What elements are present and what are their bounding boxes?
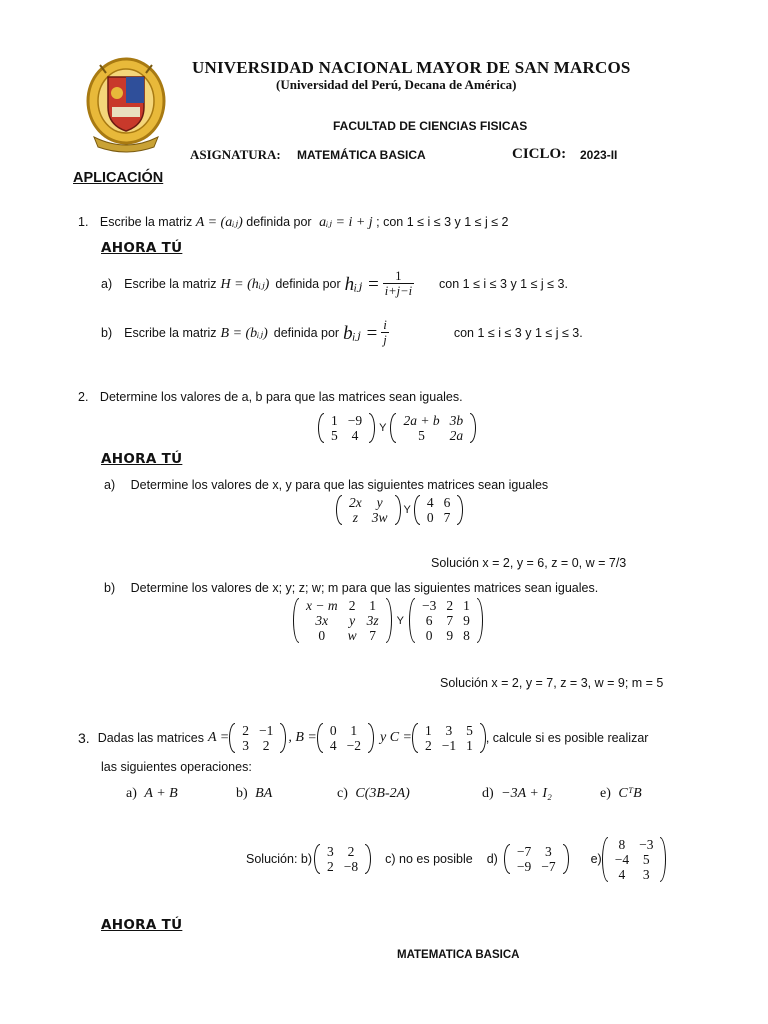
matrix-cell: 5 — [331, 428, 338, 443]
item-label: b) — [104, 581, 116, 595]
matrix-cell: 1 — [369, 598, 376, 613]
problem-2 — [78, 390, 463, 404]
problem-2a — [104, 478, 548, 492]
operation-b: b) BA — [236, 786, 273, 801]
problem-1b — [101, 314, 583, 352]
matrix-row — [417, 628, 475, 643]
cycle-label: CICLO: — [512, 146, 567, 162]
matrix-cell: 2 — [262, 738, 270, 753]
solution-label: d) — [486, 852, 498, 866]
cycle-value: 2023-II — [580, 148, 618, 162]
problem-text: Determine los valores de a, b para que las matrices sean iguales. — [99, 390, 463, 404]
problem-text: definida por — [246, 215, 312, 229]
matrix-cell: 0 — [329, 723, 337, 738]
operation-e: e) CᵀB — [600, 786, 642, 801]
matrix-c — [412, 723, 486, 753]
matrix-cell: 0 — [426, 510, 434, 525]
matrix-row — [610, 837, 659, 852]
matrix-cell: 2a + b — [403, 413, 440, 428]
matrix-cell: 1 — [350, 723, 358, 738]
problem-1a — [101, 266, 568, 302]
matrix-cell: 0 — [425, 628, 433, 643]
matrix-cell: 7 — [443, 510, 451, 525]
matrix-cell: 9 — [446, 628, 454, 643]
matrix-cell: 2a — [449, 428, 464, 443]
matrix-cell: 5 — [642, 851, 650, 867]
matrix-cell: 9 — [463, 613, 470, 628]
solution-d-matrix — [504, 844, 569, 874]
matrix-cell: 2 — [348, 598, 356, 613]
formula-lhs: bᵢⱼ = — [343, 322, 379, 344]
university-subtitle: (Universidad del Perú, Decana de América) — [276, 77, 517, 92]
numerator: 1 — [395, 269, 402, 283]
problem-text: , calcule si es posible realizar — [485, 731, 649, 745]
matrix-cell: w — [347, 628, 357, 643]
matrix-row — [325, 723, 366, 738]
ahora-tu-heading: AHORA TÚ — [101, 451, 183, 467]
problem-text: Escribe la matriz — [124, 277, 217, 291]
conjunction: Y — [396, 614, 404, 627]
solution-e-matrix — [602, 837, 667, 882]
matrix-cell: 5 — [466, 723, 473, 738]
solution-2b: Solución x = 2, y = 7, z = 3, w = 9; m = 5 — [440, 676, 664, 690]
matrix-cell: y — [349, 613, 356, 628]
problem-number: 2. — [78, 390, 89, 404]
matrix-cell: −2 — [346, 738, 361, 753]
university-name: UNIVERSIDAD NACIONAL MAYOR DE SAN MARCOS — [192, 58, 631, 77]
matrix-row — [398, 428, 468, 443]
matrix-row — [420, 723, 478, 738]
matrix-cell: 8 — [463, 628, 470, 643]
matrix-cell: 3 — [545, 844, 552, 859]
problem-2a-matrices — [336, 495, 463, 525]
matrix-row — [417, 598, 475, 613]
conjunction: Y — [403, 504, 411, 516]
matrix-cell: 4 — [351, 428, 359, 443]
condition-text: con 1 ≤ i ≤ 3 y 1 ≤ j ≤ 3. — [453, 326, 583, 340]
matrix — [409, 598, 483, 643]
matrix-definition: B = (bᵢⱼ) — [220, 325, 268, 341]
university-seal-logo — [80, 55, 172, 153]
matrix-row — [325, 738, 366, 753]
condition-text: ; con 1 ≤ i ≤ 3 y 1 ≤ j ≤ 2 — [376, 215, 509, 229]
matrix — [390, 413, 476, 443]
matrix-cell: 8 — [618, 836, 626, 852]
matrix-cell: 3 — [445, 723, 453, 738]
matrix-cell: −7 — [541, 859, 556, 874]
matrix-definition: A = (aᵢⱼ) — [195, 215, 243, 230]
matrix-definition: H = (hᵢⱼ) — [220, 276, 270, 292]
problem-3-text: las siguientes operaciones: — [101, 760, 252, 774]
problem-1 — [78, 214, 509, 231]
subject-label: ASIGNATURA: — [190, 147, 281, 162]
matrix-cell: −7 — [516, 844, 532, 859]
matrix-row — [301, 598, 384, 613]
matrix-cell: −4 — [614, 851, 630, 867]
matrix-row — [326, 413, 367, 428]
solution-label: Solución: b) — [246, 852, 313, 866]
formula: aᵢⱼ = i + j — [319, 215, 373, 230]
footer-title: MATEMATICA BASICA — [397, 949, 520, 961]
matrix-cell: 4 — [618, 866, 626, 882]
section-title: APLICACIÓN — [73, 170, 164, 186]
matrix-cell: 6 — [425, 613, 433, 628]
operation-a: a) A + B — [126, 786, 178, 801]
matrix-cell: 2x — [349, 495, 362, 510]
matrix-cell: 7 — [369, 628, 376, 643]
solution-3 — [246, 834, 666, 884]
matrix-row — [417, 613, 475, 628]
matrix-label: , B = — [288, 730, 317, 745]
matrix-row — [237, 723, 278, 738]
matrix-row — [326, 428, 367, 443]
matrix-cell: 6 — [443, 495, 451, 510]
matrix-row — [344, 510, 393, 525]
matrix-label: y C = — [379, 730, 412, 745]
problem-text: Escribe la matriz — [124, 326, 217, 340]
condition-text: con 1 ≤ i ≤ 3 y 1 ≤ j ≤ 3. — [439, 277, 568, 291]
fraction — [381, 318, 389, 348]
problem-number: 1. — [78, 215, 89, 229]
matrix-row — [344, 495, 393, 510]
fraction — [383, 269, 414, 299]
matrix-cell: −3 — [639, 836, 654, 852]
matrix-cell: 2 — [424, 738, 432, 753]
matrix — [336, 495, 401, 525]
matrix-cell: 2 — [242, 723, 249, 738]
problem-text: Dadas las matrices — [97, 731, 204, 745]
matrix-row — [610, 852, 659, 867]
matrix-cell: −1 — [258, 723, 274, 738]
problem-text: Determine los valores de x; y; z; w; m para que las siguientes matrices sean iguales. — [130, 581, 599, 595]
denominator: i+j−i — [384, 284, 413, 298]
faculty-name: FACULTAD DE CIENCIAS FISICAS — [333, 119, 528, 133]
matrix-cell: 5 — [418, 428, 425, 443]
matrix-row — [512, 859, 561, 874]
matrix-cell: −8 — [343, 859, 359, 874]
matrix-b — [317, 723, 374, 753]
solution-2a: Solución x = 2, y = 6, z = 0, w = 7/3 — [431, 556, 627, 570]
numerator: i — [383, 317, 387, 332]
matrix-cell: 3b — [449, 413, 464, 428]
matrix-row — [420, 738, 478, 753]
matrix-row — [322, 844, 363, 859]
matrix-cell: 3 — [642, 866, 650, 882]
matrix — [414, 495, 464, 525]
matrix-cell: 0 — [318, 628, 326, 643]
problem-2b — [104, 581, 598, 595]
matrix-row — [610, 867, 659, 882]
matrix-row — [422, 510, 456, 525]
problem-text: definida por — [273, 326, 340, 340]
matrix-cell: −1 — [441, 738, 457, 753]
formula-lhs: hᵢⱼ = — [344, 273, 380, 295]
item-label: b) — [101, 326, 113, 340]
matrix-label: A = — [207, 730, 230, 745]
item-label: a) — [104, 478, 116, 492]
matrix-cell: 3w — [371, 510, 388, 525]
ahora-tu-heading: AHORA TÚ — [101, 240, 183, 256]
matrix-row — [322, 859, 363, 874]
subject-name: MATEMÁTICA BASICA — [297, 148, 426, 162]
matrix-row — [422, 495, 456, 510]
matrix-cell: 3x — [315, 613, 329, 628]
matrix-cell: 1 — [463, 598, 470, 613]
matrix-cell: 1 — [331, 413, 338, 428]
denominator: j — [383, 333, 387, 347]
operations-list — [126, 786, 686, 806]
matrix-row — [398, 413, 468, 428]
problem-text: Determine los valores de x, y para que las siguientes matrices sean iguales — [130, 478, 549, 492]
conjunction: Y — [379, 422, 387, 434]
matrix-cell: 2 — [327, 859, 334, 874]
matrix-cell: −9 — [516, 859, 532, 874]
matrix-cell: z — [352, 510, 358, 525]
matrix — [318, 413, 375, 443]
problem-text: Escribe la matriz — [99, 215, 193, 229]
matrix-cell: 3 — [327, 844, 334, 859]
matrix-cell: 4 — [329, 738, 337, 753]
operation-c: c) C(3B-2A) — [337, 786, 410, 801]
matrix-cell: −9 — [347, 413, 363, 428]
problem-number: 3. — [78, 730, 90, 746]
matrix-a — [229, 723, 286, 753]
matrix-cell: x − m — [306, 598, 338, 613]
ahora-tu-heading: AHORA TÚ — [101, 917, 183, 933]
matrix-cell: 2 — [347, 844, 355, 859]
matrix-cell: y — [376, 495, 383, 510]
matrix-cell: 4 — [426, 495, 434, 510]
item-label: a) — [101, 277, 113, 291]
solution-label: e) — [590, 852, 602, 866]
matrix-cell: −3 — [421, 598, 437, 613]
matrix-cell: 2 — [446, 598, 454, 613]
matrix-cell: 3z — [366, 613, 379, 628]
matrix — [293, 598, 392, 643]
problem-2b-matrices — [293, 598, 483, 643]
problem-2-matrices — [318, 413, 476, 443]
operation-d: d) −3A + I₂ — [482, 786, 552, 801]
matrix-cell: 7 — [446, 613, 454, 628]
matrix-row — [237, 738, 278, 753]
matrix-row — [301, 613, 384, 628]
matrix-row — [301, 628, 384, 643]
problem-3 — [78, 722, 648, 754]
matrix-cell: 1 — [466, 738, 473, 753]
matrix-cell: 3 — [242, 738, 249, 753]
matrix-cell: 1 — [424, 723, 432, 738]
problem-text: definida por — [275, 277, 341, 291]
solution-c: c) no es posible — [385, 852, 473, 866]
solution-b-matrix — [314, 844, 371, 874]
matrix-row — [512, 844, 561, 859]
